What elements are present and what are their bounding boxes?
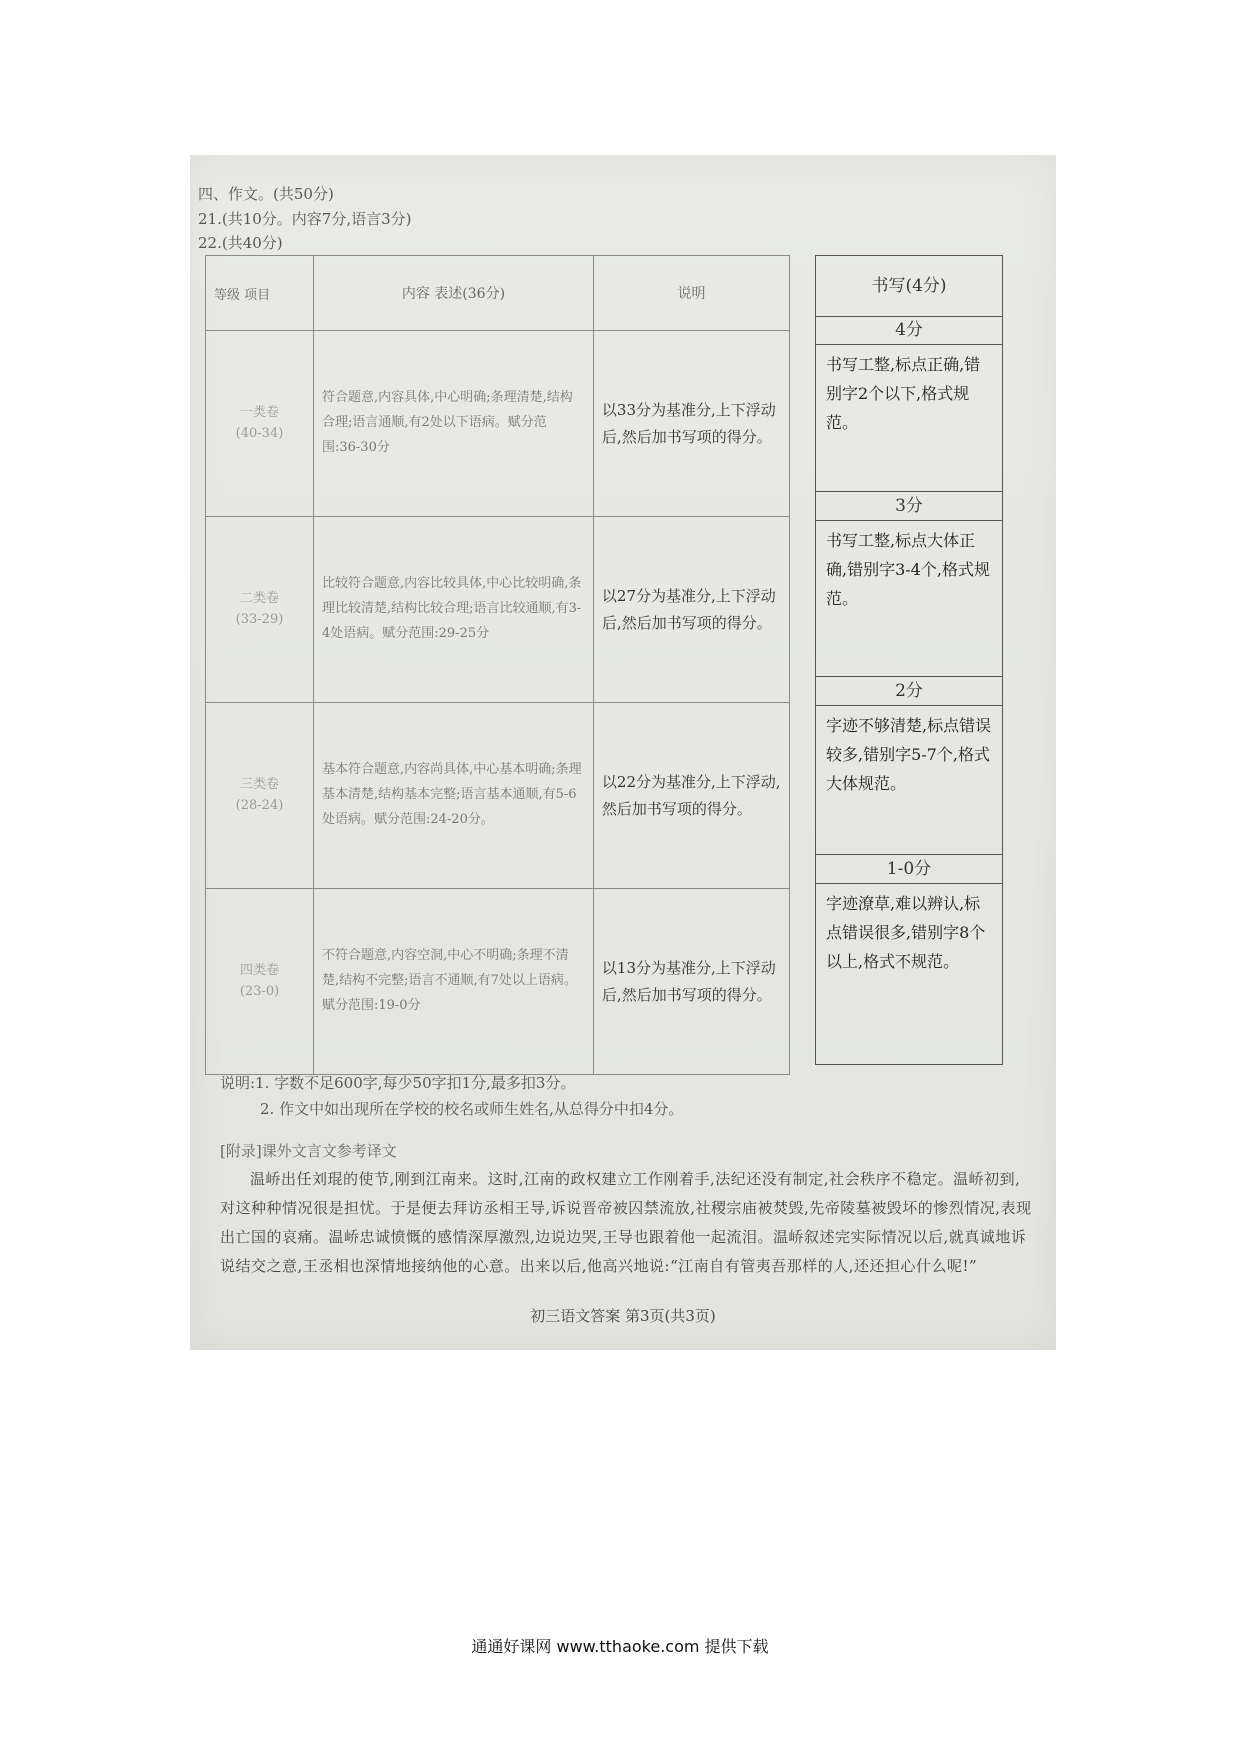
writing-score: 3分 [816, 491, 1002, 521]
grade-range: (40-34) [235, 425, 284, 441]
writing-score: 2分 [816, 676, 1002, 706]
table-row [206, 889, 790, 1075]
section-title: 四、作文。(共50分) [198, 185, 334, 203]
grade-explain: 以27分为基准分,上下浮动后,然后加书写项的得分。 [593, 517, 789, 703]
grade-content: 不符合题意,内容空洞,中心不明确;条理不清楚,结构不完整;语言不通顺,有7处以上语病。赋分范围:19-0分 [313, 889, 593, 1075]
writing-desc: 字迹潦草,难以辨认,标点错误很多,错别字8个以上,格式不规范。 [826, 894, 986, 971]
writing-rubric [815, 255, 1003, 1065]
grade-label: 四类卷 [239, 962, 279, 978]
table-row [206, 703, 790, 889]
corner-header: 等级 项目 [206, 256, 314, 331]
writing-desc: 书写工整,标点正确,错别字2个以下,格式规范。 [826, 355, 981, 432]
download-watermark: 通通好课网 www.tthaoke.com 提供下载 [471, 1637, 769, 1656]
grade-content: 符合题意,内容具体,中心明确;条理清楚,结构合理;语言通顺,有2处以下语病。赋分范围:36-30分 [313, 331, 593, 517]
content-header: 内容 表述(36分) [313, 256, 593, 331]
note-2: 2. 作文中如出现所在学校的校名或师生姓名,从总得分中扣4分。 [260, 1100, 684, 1118]
table-row [206, 517, 790, 703]
writing-score: 1-0分 [816, 854, 1002, 884]
writing-level [816, 854, 1002, 982]
grade-explain: 以13分为基准分,上下浮动后,然后加书写项的得分。 [593, 889, 789, 1075]
writing-desc: 书写工整,标点大体正确,错别字3-4个,格式规范。 [826, 531, 990, 608]
grade-range: (28-24) [235, 797, 284, 813]
question-22: 22.(共40分) [198, 234, 283, 252]
grade-explain: 以33分为基准分,上下浮动后,然后加书写项的得分。 [593, 331, 789, 517]
table-row [206, 331, 790, 517]
writing-level [816, 316, 1002, 443]
grade-label: 一类卷 [239, 404, 279, 420]
scanned-page [190, 155, 1056, 1350]
appendix-title: [附录]课外文言文参考译文 [220, 1142, 397, 1160]
note-1: 说明:1. 字数不足600字,每少50字扣1分,最多扣3分。 [220, 1074, 576, 1092]
writing-level [816, 491, 1002, 619]
grade-content: 比较符合题意,内容比较具体,中心比较明确,条理比较清楚,结构比较合理;语言比较通顺,有3-4处语病。赋分范围:29-25分 [313, 517, 593, 703]
grade-explain: 以22分为基准分,上下浮动,然后加书写项的得分。 [593, 703, 789, 889]
grade-label: 三类卷 [239, 776, 279, 792]
writing-score: 4分 [816, 316, 1002, 345]
grade-content: 基本符合题意,内容尚具体,中心基本明确;条理基本清楚,结构基本完整;语言基本通顺,有5-6处语病。赋分范围:24-20分。 [313, 703, 593, 889]
page-footer: 初三语文答案 第3页(共3页) [530, 1307, 716, 1325]
question-21: 21.(共10分。内容7分,语言3分) [198, 210, 412, 228]
writing-header: 书写(4分) [816, 256, 1002, 317]
grade-label: 二类卷 [239, 590, 279, 606]
appendix [220, 1140, 1032, 1281]
grade-range: (33-29) [235, 611, 284, 627]
grading-table [205, 255, 790, 1075]
grade-range: (23-0) [239, 983, 280, 999]
scoring-notes [220, 1070, 683, 1122]
writing-desc: 字迹不够清楚,标点错误较多,错别字5-7个,格式大体规范。 [826, 716, 992, 793]
writing-level [816, 676, 1002, 804]
appendix-body: 温峤出任刘琨的使节,刚到江南来。这时,江南的政权建立工作刚着手,法纪还没有制定,社会秩序不稳定。温峤初到,对这种种情况很是担忧。于是便去拜访丞相王导,诉说晋帝被囚禁流放,社稷宗庙被焚毁,先帝陵墓被毁坏的惨烈情况,表现出亡国的哀痛。温峤忠诚愤慨的感情深厚激烈,边说边哭,王导也跟着他一起流泪。温峤叙述完实际情况以后,就真诚地诉说结交之意,王丞相也深情地接纳他的心意。出来以后,他高兴地说:“江南自有管夷吾那样的人,还还担心什么呢!” [220, 1170, 1032, 1275]
explain-header: 说明 [593, 256, 789, 331]
